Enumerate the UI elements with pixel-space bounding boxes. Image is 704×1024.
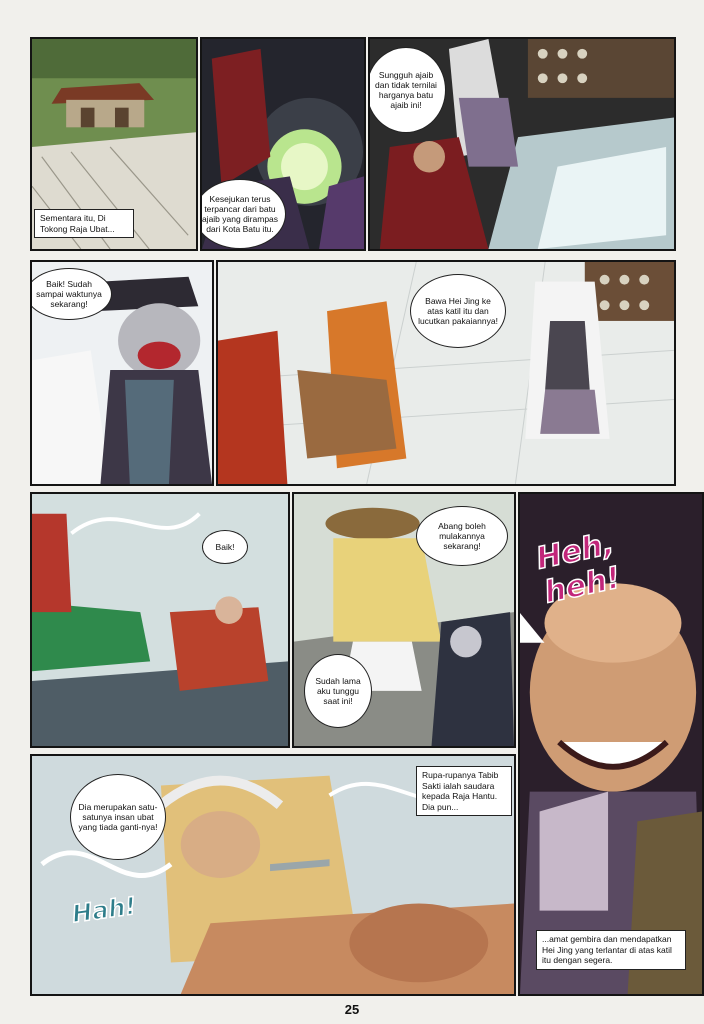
panel-1 bbox=[30, 37, 198, 251]
speech-balloon: Abang boleh mulakannya sekarang! bbox=[416, 506, 508, 566]
speech-balloon: Baik! bbox=[202, 530, 248, 564]
panel-3 bbox=[368, 37, 676, 251]
caption-box: Sementara itu, Di Tokong Raja Ubat... bbox=[34, 209, 134, 238]
panel-9 bbox=[30, 754, 516, 996]
speech-balloon: Sudah lama aku tunggu saat ini! bbox=[304, 654, 372, 728]
speech-balloon: Kesejukan terus terpancar dari batu ajaib yang dirampas dari Kota Batu itu. bbox=[200, 179, 286, 249]
panel-2 bbox=[200, 37, 366, 251]
panel-5 bbox=[216, 260, 676, 486]
speech-balloon: Dia merupakan satu-satunya insan ubat yang tiada ganti-nya! bbox=[70, 774, 166, 860]
caption-box: Rupa-rupanya Tabib Sakti ialah saudara kepada Raja Hantu. Dia pun... bbox=[416, 766, 512, 816]
panel-7 bbox=[292, 492, 516, 748]
speech-balloon: Baik! Sudah sampai waktunya sekarang! bbox=[30, 268, 112, 320]
page-number: 25 bbox=[344, 1002, 360, 1017]
bed-scene-art bbox=[32, 494, 288, 746]
sound-effect-heh: Heh, bbox=[533, 526, 618, 577]
panel-6 bbox=[30, 492, 290, 748]
speech-balloon: Bawa Hei Jing ke atas katil itu dan lucutkan pakaiannya! bbox=[410, 274, 506, 348]
speech-balloon: Sungguh ajaib dan tidak ternilai harganya batu ajaib ini! bbox=[368, 47, 446, 133]
panel-4 bbox=[30, 260, 214, 486]
caption-box: ...amat gembira dan mendapatkan Hei Jing yang terlantar di atas katil itu dengan segera. bbox=[536, 930, 686, 970]
sound-effect-heh: heh! bbox=[541, 560, 624, 611]
sound-effect-hah: Hah! bbox=[70, 891, 138, 929]
panel-8 bbox=[518, 492, 704, 996]
